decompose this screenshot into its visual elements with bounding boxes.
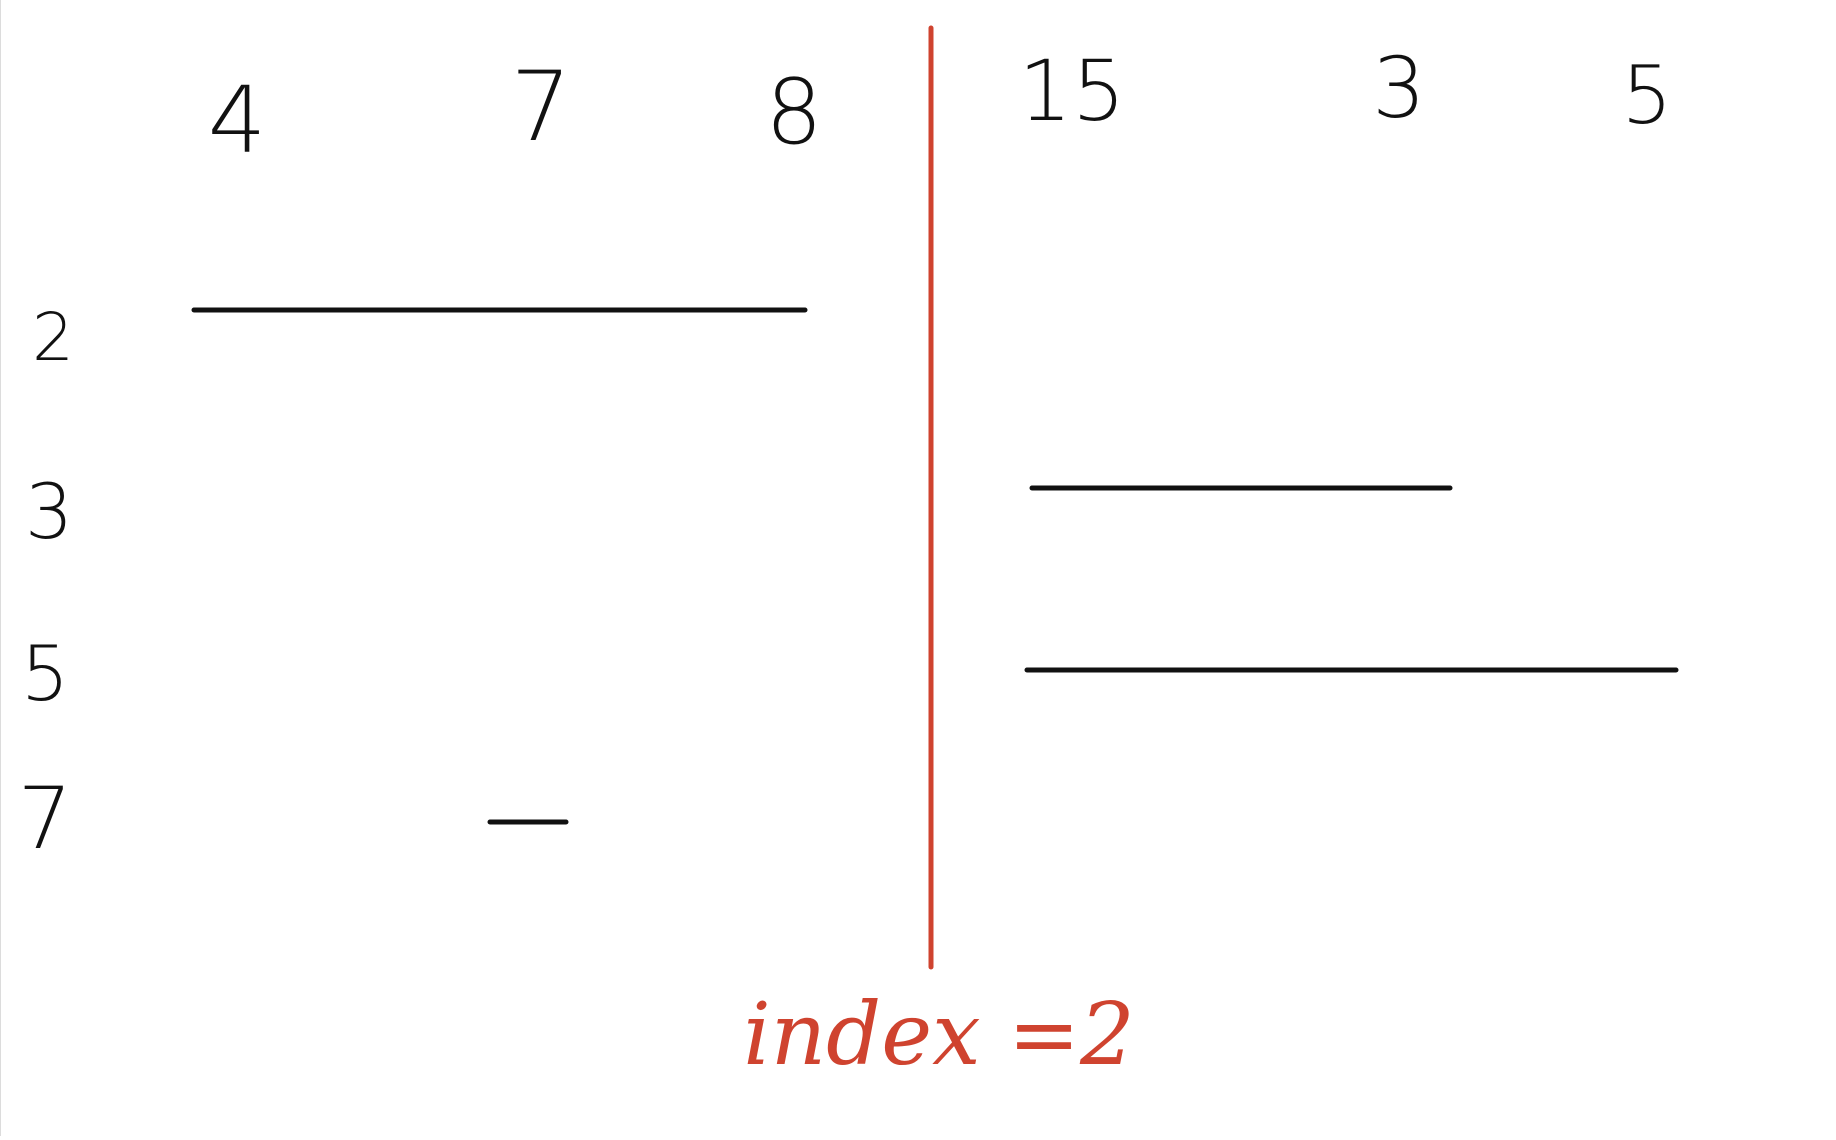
row-label-3: 5 xyxy=(20,629,70,718)
right-col-label-1: 15 xyxy=(1018,42,1126,140)
right-col-label-2: 3 xyxy=(1372,39,1426,137)
row-label-4: 7 xyxy=(17,769,73,869)
index-caption: index =2 xyxy=(743,985,1135,1085)
diagram-svg xyxy=(1,0,1836,1136)
right-col-label-3: 5 xyxy=(1621,49,1673,142)
left-col-label-2: 7 xyxy=(510,51,572,163)
left-col-label-3: 8 xyxy=(765,60,823,165)
row-label-1: 2 xyxy=(32,299,74,376)
left-col-label-1: 4 xyxy=(207,67,267,174)
row-label-2: 3 xyxy=(24,467,74,556)
